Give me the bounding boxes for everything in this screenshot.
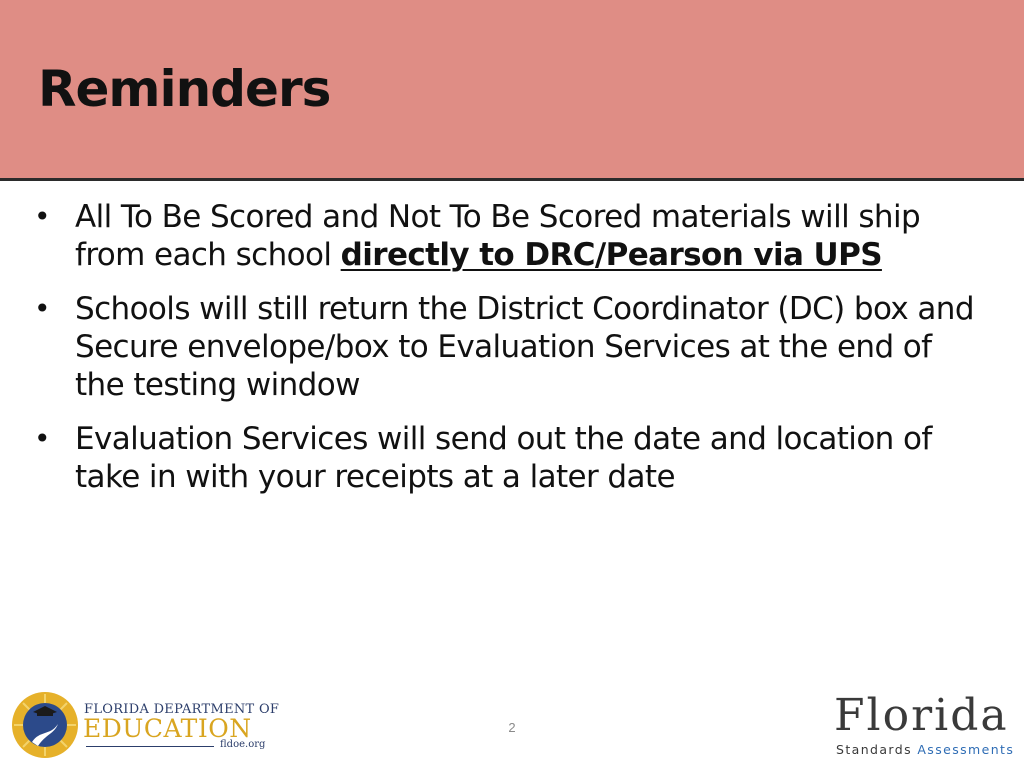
fdoe-line1: FLORIDA DEPARTMENT OF: [84, 702, 280, 717]
bullet-dot-icon: •: [34, 200, 50, 233]
bullet-text: Evaluation Services will send out the date and location of take in with your receipts at a later date: [75, 421, 932, 495]
fsa-subtitle-standards: Standards: [836, 742, 912, 757]
bullet-emphasis: directly to DRC/Pearson via UPS: [340, 237, 882, 273]
bullet-list: [28, 198, 978, 512]
fsa-subtitle: [836, 742, 1014, 757]
bullet-dot-icon: •: [34, 422, 50, 455]
page-number: 2: [508, 720, 516, 735]
fdoe-line2: EDUCATION: [83, 714, 252, 743]
bullet-item: [28, 290, 978, 404]
bullet-text: Schools will still return the District Coordinator (DC) box and Secure envelope/box to Evaluation Services at the end of the testing window: [75, 291, 974, 403]
fsa-logo: [834, 690, 1015, 764]
bullet-dot-icon: •: [34, 292, 50, 325]
fdoe-rule: [86, 746, 214, 747]
bullet-item: [28, 420, 978, 496]
fsa-wordmark: Florida: [834, 690, 1009, 741]
fdoe-url: fldoe.org: [220, 739, 266, 750]
bullet-item: [28, 198, 978, 274]
fdoe-logo: [10, 690, 280, 762]
slide-header: [0, 0, 1024, 181]
slide-title: Reminders: [38, 60, 331, 118]
fsa-subtitle-assessments: Assessments: [917, 742, 1015, 757]
fdoe-seal-icon: [10, 690, 80, 760]
bullet-text: All To Be Scored and Not To Be Scored materials will ship from each school: [75, 199, 921, 273]
